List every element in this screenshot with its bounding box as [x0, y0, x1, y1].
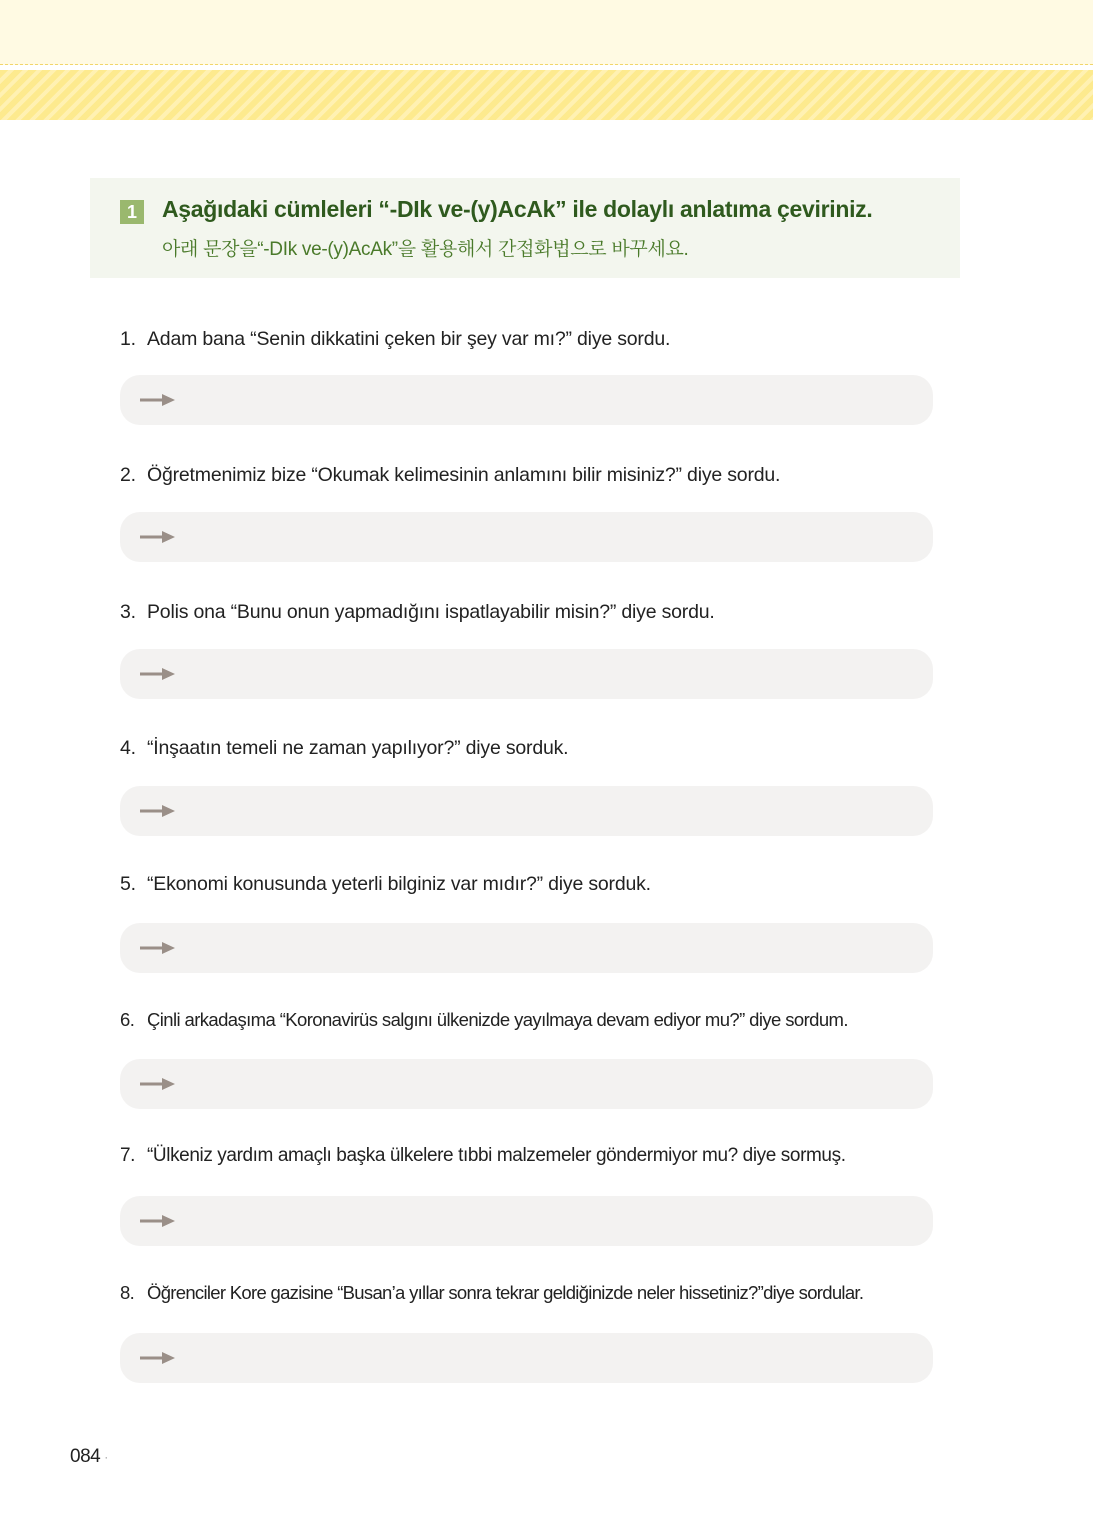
question-number: 7. — [120, 1145, 136, 1166]
arrow-right-icon — [140, 393, 176, 407]
question-text: “İnşaatın temeli ne zaman yapılıyor?” diye sorduk. — [147, 737, 569, 759]
arrow-right-icon — [140, 1351, 176, 1365]
question-5 — [120, 873, 651, 896]
task-subtitle: 아래 문장을“-DIk ve-(y)AcAk”을 활용해서 간접화법으로 바꾸세요. — [162, 239, 689, 260]
question-text: Öğretmenimiz bize “Okumak kelimesinin anlamını bilir misiniz?” diye sordu. — [147, 464, 781, 486]
arrow-right-icon — [140, 804, 176, 818]
page-number — [70, 1446, 108, 1468]
header-stripe — [0, 70, 1093, 120]
question-6 — [120, 1009, 848, 1031]
question-number: 1. — [120, 328, 136, 350]
question-text: Adam bana “Senin dikkatini çeken bir şey var mı?” diye sordu. — [147, 328, 671, 350]
question-text: Çinli arkadaşıma “Koronavirüs salgını ülkenizde yayılmaya devam ediyor mu?” diye sordum. — [147, 1009, 848, 1030]
answer-field-5[interactable] — [120, 923, 933, 973]
question-number: 8. — [120, 1282, 135, 1303]
question-number: 4. — [120, 737, 136, 759]
arrow-right-icon — [140, 941, 176, 955]
question-number: 6. — [120, 1009, 135, 1030]
question-text: “Ülkeniz yardım amaçlı başka ülkelere tıbbi malzemeler göndermiyor mu? diye sormuş. — [147, 1145, 846, 1166]
arrow-right-icon — [140, 1077, 176, 1091]
arrow-right-icon — [140, 530, 176, 544]
page-number-value: 084 — [70, 1446, 101, 1467]
arrow-right-icon — [140, 1214, 176, 1228]
question-4 — [120, 737, 568, 760]
question-text: Öğrenciler Kore gazisine “Busan’a yıllar sonra tekrar geldiğinizde neler hissetiniz?”diye sordular. — [147, 1282, 864, 1303]
instruction-box — [90, 178, 960, 278]
header-band — [0, 0, 1093, 65]
question-number: 3. — [120, 601, 136, 623]
question-text: Polis ona “Bunu onun yapmadığını ispatlayabilir misin?” diye sordu. — [147, 601, 715, 623]
question-number: 5. — [120, 873, 136, 895]
answer-field-2[interactable] — [120, 512, 933, 562]
question-8 — [120, 1282, 863, 1304]
question-2 — [120, 464, 780, 487]
question-text: “Ekonomi konusunda yeterli bilginiz var mıdır?” diye sorduk. — [147, 873, 651, 895]
question-3 — [120, 601, 715, 624]
task-title: Aşağıdaki cümleleri “-DIk ve-(y)AcAk” ile dolaylı anlatıma çeviriniz. — [162, 196, 873, 222]
answer-field-4[interactable] — [120, 786, 933, 836]
question-1 — [120, 328, 670, 351]
question-7 — [120, 1145, 846, 1167]
answer-field-6[interactable] — [120, 1059, 933, 1109]
arrow-right-icon — [140, 667, 176, 681]
task-number-badge: 1 — [120, 200, 144, 224]
answer-field-8[interactable] — [120, 1333, 933, 1383]
answer-field-7[interactable] — [120, 1196, 933, 1246]
answer-field-1[interactable] — [120, 375, 933, 425]
answer-field-3[interactable] — [120, 649, 933, 699]
page-number-dot: · — [104, 1449, 108, 1464]
question-number: 2. — [120, 464, 136, 486]
